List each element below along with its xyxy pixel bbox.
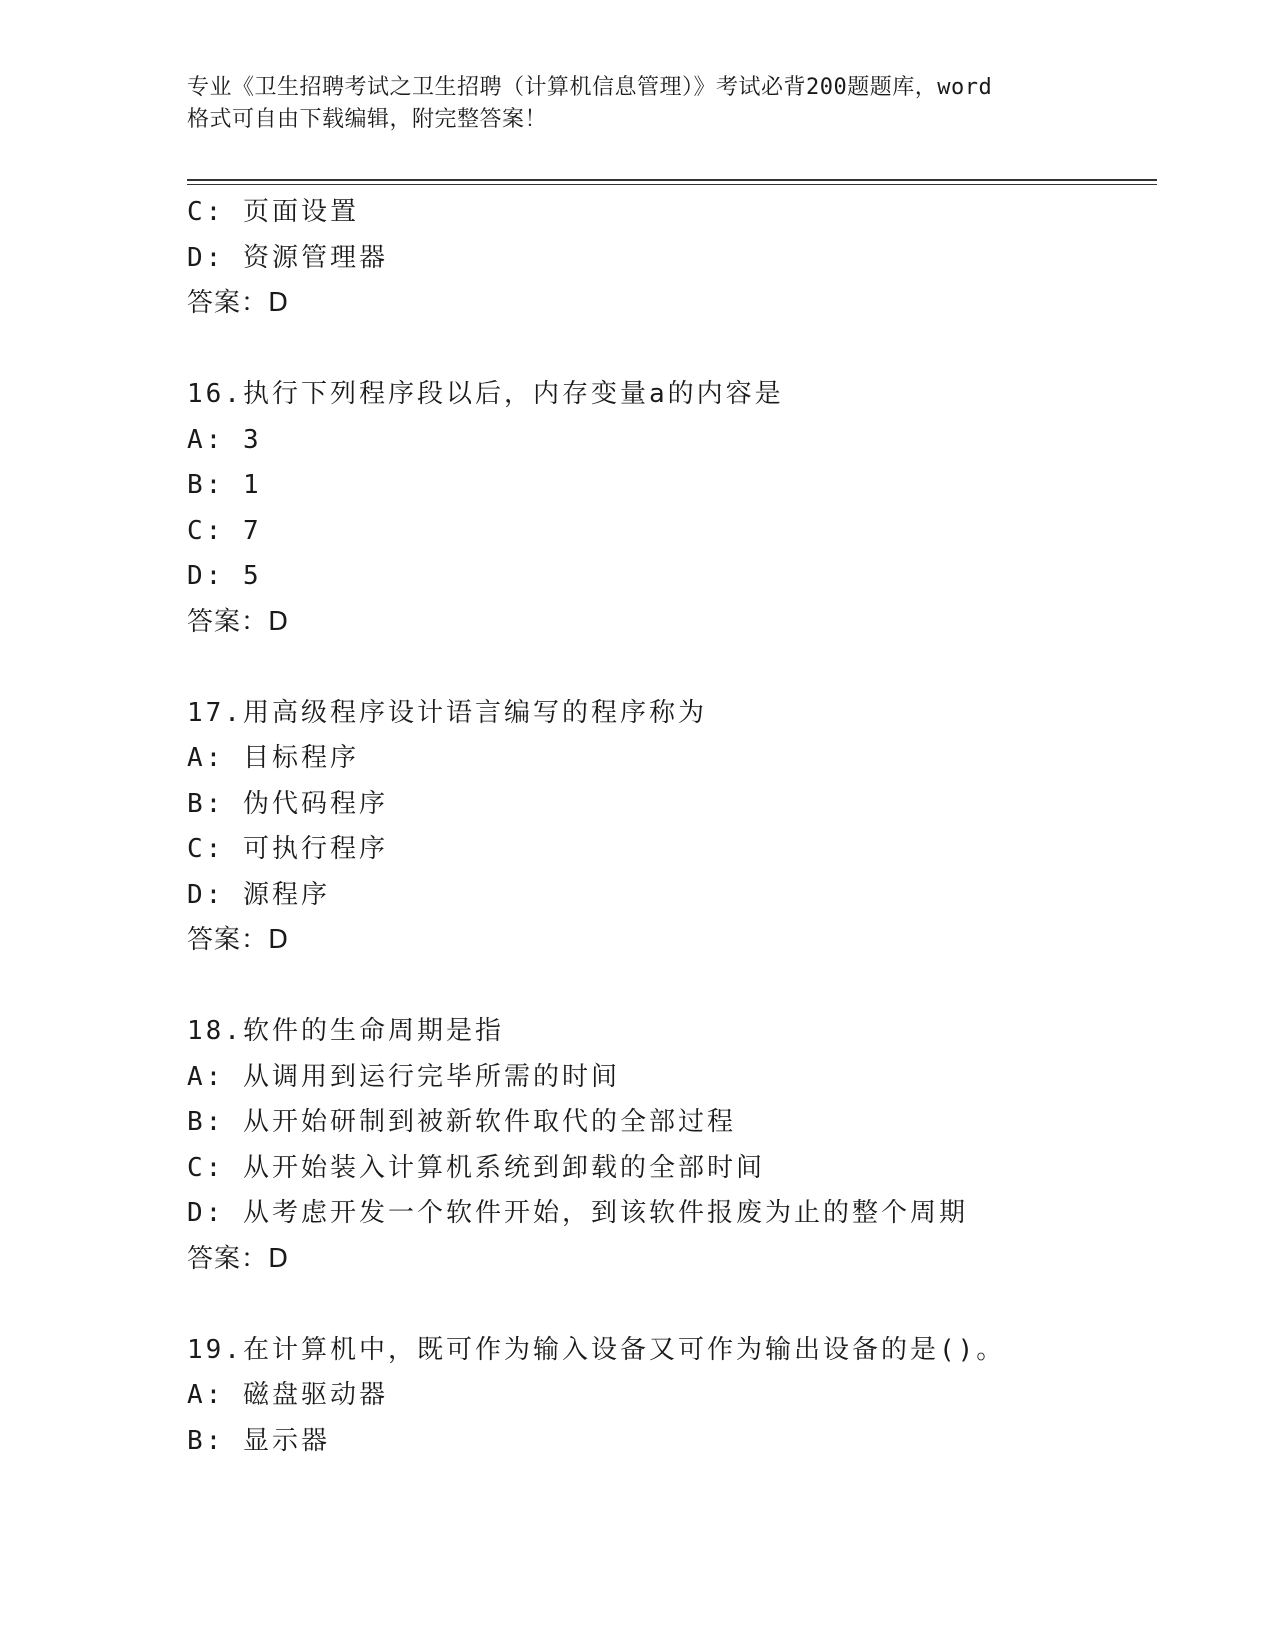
question-18 bbox=[187, 1009, 1157, 1282]
answer: 答案：D bbox=[187, 925, 290, 955]
option-b: B: 伪代码程序 bbox=[187, 788, 388, 819]
option-c: C: 从开始装入计算机系统到卸载的全部时间 bbox=[187, 1152, 765, 1183]
document-page bbox=[187, 72, 1157, 1464]
header-line-2: 格式可自由下载编辑，附完整答案！ bbox=[187, 107, 548, 132]
option-a: A: 目标程序 bbox=[187, 743, 359, 773]
option-a: A: 从调用到运行完毕所需的时间 bbox=[187, 1061, 620, 1092]
question-stem: 16.执行下列程序段以后，内存变量a的内容是 bbox=[187, 379, 784, 409]
option-d: D: 从考虑开发一个软件开始，到该软件报废为止的整个周期 bbox=[187, 1198, 968, 1228]
option-b: B: 1 bbox=[187, 470, 262, 500]
answer: 答案：D bbox=[187, 288, 290, 318]
partial-question-15 bbox=[187, 190, 1157, 327]
question-stem: 17.用高级程序设计语言编写的程序称为 bbox=[187, 697, 707, 728]
question-19 bbox=[187, 1328, 1157, 1465]
option-b: B: 显示器 bbox=[187, 1425, 330, 1456]
header-divider bbox=[187, 179, 1157, 185]
option-a: A: 磁盘驱动器 bbox=[187, 1380, 388, 1410]
question-stem: 18.软件的生命周期是指 bbox=[187, 1016, 504, 1046]
option-c: C: 可执行程序 bbox=[187, 834, 388, 864]
option-a: A: 3 bbox=[187, 424, 262, 455]
question-stem: 19.在计算机中，既可作为输入设备又可作为输出设备的是()。 bbox=[187, 1334, 1006, 1365]
question-17 bbox=[187, 691, 1157, 964]
answer: 答案：D bbox=[187, 606, 290, 637]
option-d: D: 源程序 bbox=[187, 879, 330, 910]
option-d: D: 资源管理器 bbox=[187, 242, 388, 273]
option-c: C: 7 bbox=[187, 515, 262, 546]
option-b: B: 从开始研制到被新软件取代的全部过程 bbox=[187, 1107, 736, 1137]
question-16 bbox=[187, 372, 1157, 645]
header-line-1: 专业《卫生招聘考试之卫生招聘（计算机信息管理）》考试必背200题题库，word bbox=[187, 75, 993, 100]
option-d: D: 5 bbox=[187, 561, 262, 591]
option-c: C: 页面设置 bbox=[187, 197, 359, 227]
answer: 答案：D bbox=[187, 1243, 290, 1274]
document-header bbox=[187, 72, 1157, 136]
